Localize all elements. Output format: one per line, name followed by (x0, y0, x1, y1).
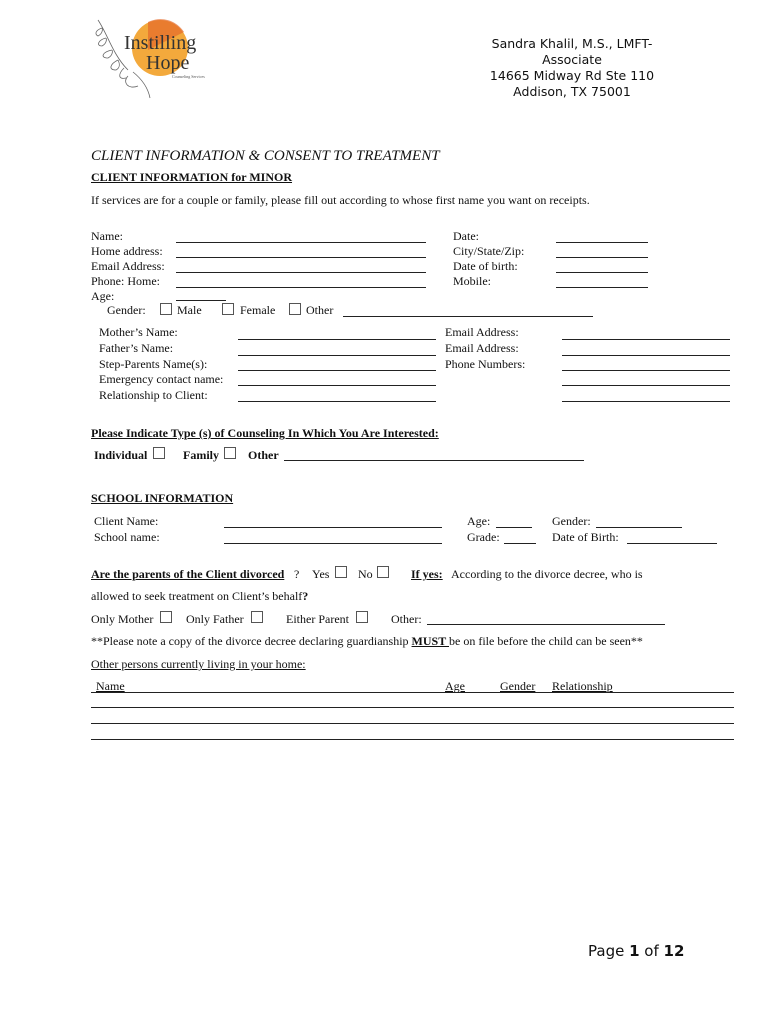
email2-label: Email Address: (445, 341, 519, 355)
col-age: Age (445, 679, 465, 693)
school-dob-field[interactable] (627, 543, 717, 544)
mobile-label: Mobile: (453, 274, 491, 288)
female-label: Female (240, 303, 276, 317)
logo-line1: Instilling (124, 32, 197, 54)
only-mother-checkbox[interactable] (160, 611, 172, 623)
school-gender-label: Gender: (552, 514, 591, 528)
divorce-yes-label: Yes (312, 567, 330, 581)
age-label: Age: (91, 289, 115, 303)
male-label: Male (177, 303, 202, 317)
school-age-label: Age: (467, 514, 491, 528)
form-instruction: If services are for a couple or family, please fill out according to whose first name you want on receipts. (91, 193, 590, 207)
if-yes-label: If yes: (411, 567, 443, 581)
household-row-1[interactable] (91, 707, 734, 708)
fathers-name-field[interactable] (238, 355, 436, 356)
school-name-label: School name: (94, 530, 160, 544)
individual-label: Individual (94, 448, 148, 462)
provider-name: Sandra Khalil, M.S., LMFT- (491, 36, 653, 51)
date-of-birth-label: Date of birth: (453, 259, 518, 273)
form-subtitle: CLIENT INFORMATION for MINOR (91, 170, 293, 184)
household-row-3[interactable] (91, 739, 734, 740)
step-parents-field[interactable] (238, 370, 436, 371)
phone-numbers-field-3[interactable] (562, 401, 730, 402)
divorce-yes-checkbox[interactable] (335, 566, 347, 578)
male-checkbox[interactable] (160, 303, 172, 315)
mothers-name-label: Mother’s Name: (99, 325, 178, 339)
form-title: CLIENT INFORMATION & CONSENT TO TREATMENT (91, 148, 440, 164)
fathers-name-label: Father’s Name: (99, 341, 174, 355)
counseling-heading: Please Indicate Type (s) of Counseling In Which You Are Interested: (91, 426, 439, 440)
mobile-field[interactable] (556, 287, 648, 288)
guardian-other-label: Other: (391, 612, 422, 626)
school-gender-field[interactable] (596, 527, 682, 528)
other-gender-checkbox[interactable] (289, 303, 301, 315)
household-heading: Other persons currently living in your home: (91, 657, 306, 671)
name-label: Name: (91, 229, 123, 243)
school-dob-label: Date of Birth: (552, 530, 619, 544)
client-name-field[interactable] (224, 527, 442, 528)
home-address-label: Home address: (91, 244, 163, 258)
school-age-field[interactable] (496, 527, 532, 528)
phone-numbers-field-1[interactable] (562, 370, 730, 371)
city-state-zip-field[interactable] (556, 257, 648, 258)
emergency-contact-label: Emergency contact name: (99, 372, 224, 386)
col-name: Name (96, 679, 125, 693)
divorce-note-must: MUST (411, 634, 449, 648)
only-father-checkbox[interactable] (251, 611, 263, 623)
divorce-note-suffix: be on file before the child can be seen** (449, 634, 643, 648)
phone-home-label: Phone: Home: (91, 274, 160, 288)
emergency-contact-field[interactable] (238, 385, 436, 386)
divorce-allowed (91, 589, 308, 604)
divorce-allowed-qmark: ? (302, 589, 309, 603)
grade-label: Grade: (467, 530, 500, 544)
mothers-name-field[interactable] (238, 339, 436, 340)
family-checkbox[interactable] (224, 447, 236, 459)
other-counseling-label: Other (248, 448, 279, 462)
col-relationship: Relationship (552, 679, 613, 693)
provider-address: 14665 Midway Rd Ste 110 (489, 68, 655, 83)
relationship-field[interactable] (238, 401, 436, 402)
name-field[interactable] (176, 242, 426, 243)
gender-label: Gender: (107, 303, 146, 317)
household-header-rule (91, 692, 734, 693)
divorce-according: According to the divorce decree, who is (451, 567, 643, 581)
divorce-allowed-text: allowed to seek treatment on Client’s behalf (91, 589, 303, 603)
guardian-other-field[interactable] (427, 624, 665, 625)
divorce-note (91, 634, 643, 649)
other-gender-label: Other (306, 303, 334, 317)
household-row-2[interactable] (91, 723, 734, 724)
divorce-qmark: ? (294, 567, 300, 581)
client-name-label: Client Name: (94, 514, 159, 528)
family-label: Family (183, 448, 219, 462)
other-gender-field[interactable] (343, 316, 593, 317)
other-counseling-field[interactable] (284, 460, 584, 461)
email1-field[interactable] (562, 339, 730, 340)
divorce-note-prefix: **Please note a copy of the divorce decree declaring guardianship (91, 634, 412, 648)
logo-line2: Hope (146, 52, 190, 74)
email1-label: Email Address: (445, 325, 519, 339)
provider-city: Addison, TX 75001 (513, 84, 631, 99)
divorce-question: Are the parents of the Client divorced (91, 567, 285, 581)
phone-numbers-field-2[interactable] (562, 385, 730, 386)
phone-home-field[interactable] (176, 287, 426, 288)
female-checkbox[interactable] (222, 303, 234, 315)
page-current: 1 (629, 942, 640, 960)
school-name-field[interactable] (224, 543, 442, 544)
school-heading: SCHOOL INFORMATION (91, 491, 234, 505)
city-state-zip-label: City/State/Zip: (453, 244, 525, 258)
relationship-label: Relationship to Client: (99, 388, 208, 402)
only-father-label: Only Father (186, 612, 244, 626)
page-of: of (639, 942, 664, 960)
page-total: 12 (663, 942, 685, 960)
col-gender: Gender (500, 679, 536, 693)
divorce-no-label: No (358, 567, 373, 581)
date-label: Date: (453, 229, 479, 243)
date-field[interactable] (556, 242, 648, 243)
phone-numbers-label: Phone Numbers: (445, 357, 526, 371)
date-of-birth-field[interactable] (556, 272, 648, 273)
only-mother-label: Only Mother (91, 612, 154, 626)
either-parent-label: Either Parent (286, 612, 349, 626)
home-address-field[interactable] (176, 257, 426, 258)
logo-tagline: Counseling Services (172, 74, 205, 79)
either-parent-checkbox[interactable] (356, 611, 368, 623)
email-address-field[interactable] (176, 272, 426, 273)
age-field[interactable] (176, 300, 226, 301)
email2-field[interactable] (562, 355, 730, 356)
email-address-label: Email Address: (91, 259, 165, 273)
logo (88, 10, 218, 100)
step-parents-label: Step-Parents Name(s): (99, 357, 208, 371)
grade-field[interactable] (504, 543, 536, 544)
page-prefix: Page (588, 942, 630, 960)
page-number (588, 942, 684, 960)
divorce-no-checkbox[interactable] (377, 566, 389, 578)
provider-title: Associate (542, 52, 602, 67)
provider-block (470, 36, 674, 100)
individual-checkbox[interactable] (153, 447, 165, 459)
